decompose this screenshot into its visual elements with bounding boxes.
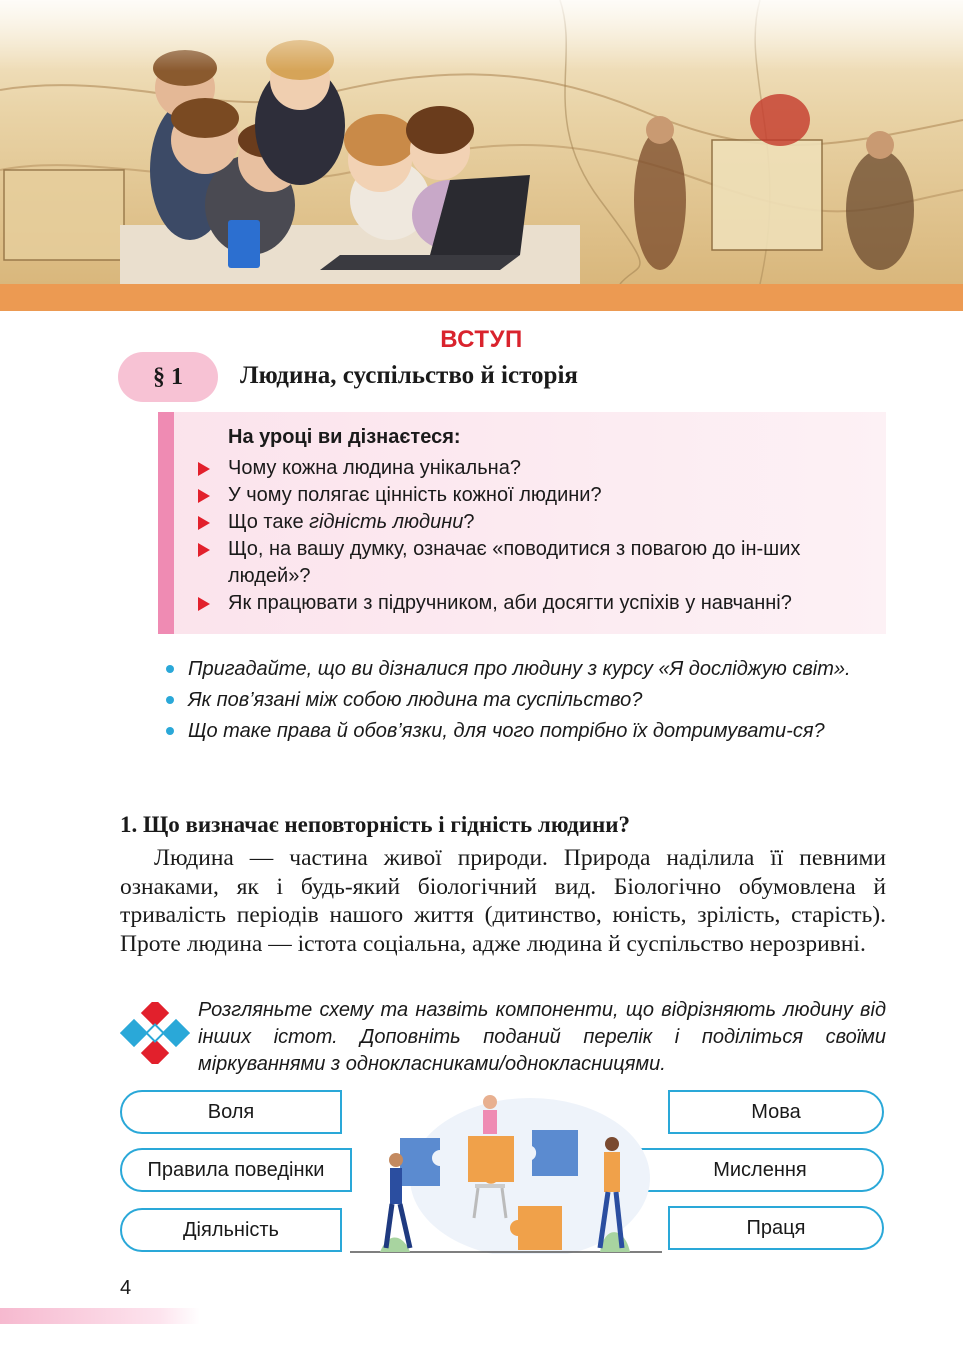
learning-goal-item: У чому полягає цінність кожної людини? bbox=[198, 482, 888, 509]
scheme-item-right: Мислення bbox=[636, 1148, 884, 1192]
puzzle-people-illustration bbox=[350, 1088, 662, 1254]
task-diamond-icon bbox=[120, 1002, 190, 1064]
map-illustration bbox=[0, 0, 963, 284]
learning-goals-heading: На уроці ви дізнаєтеся: bbox=[228, 426, 461, 448]
footer-bar bbox=[0, 1308, 200, 1324]
scheme-item-right: Мова bbox=[668, 1090, 884, 1134]
page-number: 4 bbox=[120, 1277, 132, 1299]
header-band bbox=[0, 284, 963, 311]
learning-goals-list bbox=[198, 455, 888, 617]
learning-goal-item: Чому кожна людина унікальна? bbox=[198, 455, 888, 482]
hero-image bbox=[0, 0, 963, 284]
scheme-item-left: Воля bbox=[120, 1090, 342, 1134]
paragraph-title: Людина, суспільство й історія bbox=[240, 362, 578, 389]
question-heading: 1. Що визначає неповторність і гідність людини? bbox=[120, 812, 630, 837]
learning-goal-item: Що таке гідність людини? bbox=[198, 509, 888, 536]
paragraph-number-badge: § 1 bbox=[118, 352, 218, 402]
recall-question: Як пов’язані між собою людина та суспільство? bbox=[164, 687, 888, 714]
learning-goals-stripe bbox=[158, 412, 174, 634]
learning-goal-item: Як працювати з підручником, аби досягти успіхів у навчанні? bbox=[198, 590, 888, 617]
scheme-item-left: Правила поведінки bbox=[120, 1148, 352, 1192]
recall-questions bbox=[164, 656, 888, 749]
scheme-item-right: Праця bbox=[668, 1206, 884, 1250]
task-text: Розгляньте схему та назвіть компоненти, що відрізняють людину від інших істот. Доповніть поданий перелік і поділіться своїми міркуваннями з однокласниками/однокласницями. bbox=[198, 999, 886, 1075]
learning-goals-box bbox=[158, 412, 886, 634]
scheme-item-left: Діяльність bbox=[120, 1208, 342, 1252]
recall-question: Що таке права й обов’язки, для чого потрібно їх дотримувати-ся? bbox=[164, 718, 888, 745]
learning-goal-item: Що, на вашу думку, означає «поводитися з повагою до ін-ших людей»? bbox=[198, 536, 888, 590]
body-paragraph: Людина — частина живої природи. Природа наділила її певними ознаками, як і будь-який біологічний вид. Біологічно обумовлена й тривалість періодів нашого життя (дитинство, юність, зрілість, старість). Проте людина — істота соціальна, адже людина й суспільство нерозривні. bbox=[120, 845, 886, 957]
recall-question: Пригадайте, що ви дізналися про людину з курсу «Я досліджую світ». bbox=[164, 656, 888, 683]
section-title: ВСТУП bbox=[440, 326, 523, 353]
